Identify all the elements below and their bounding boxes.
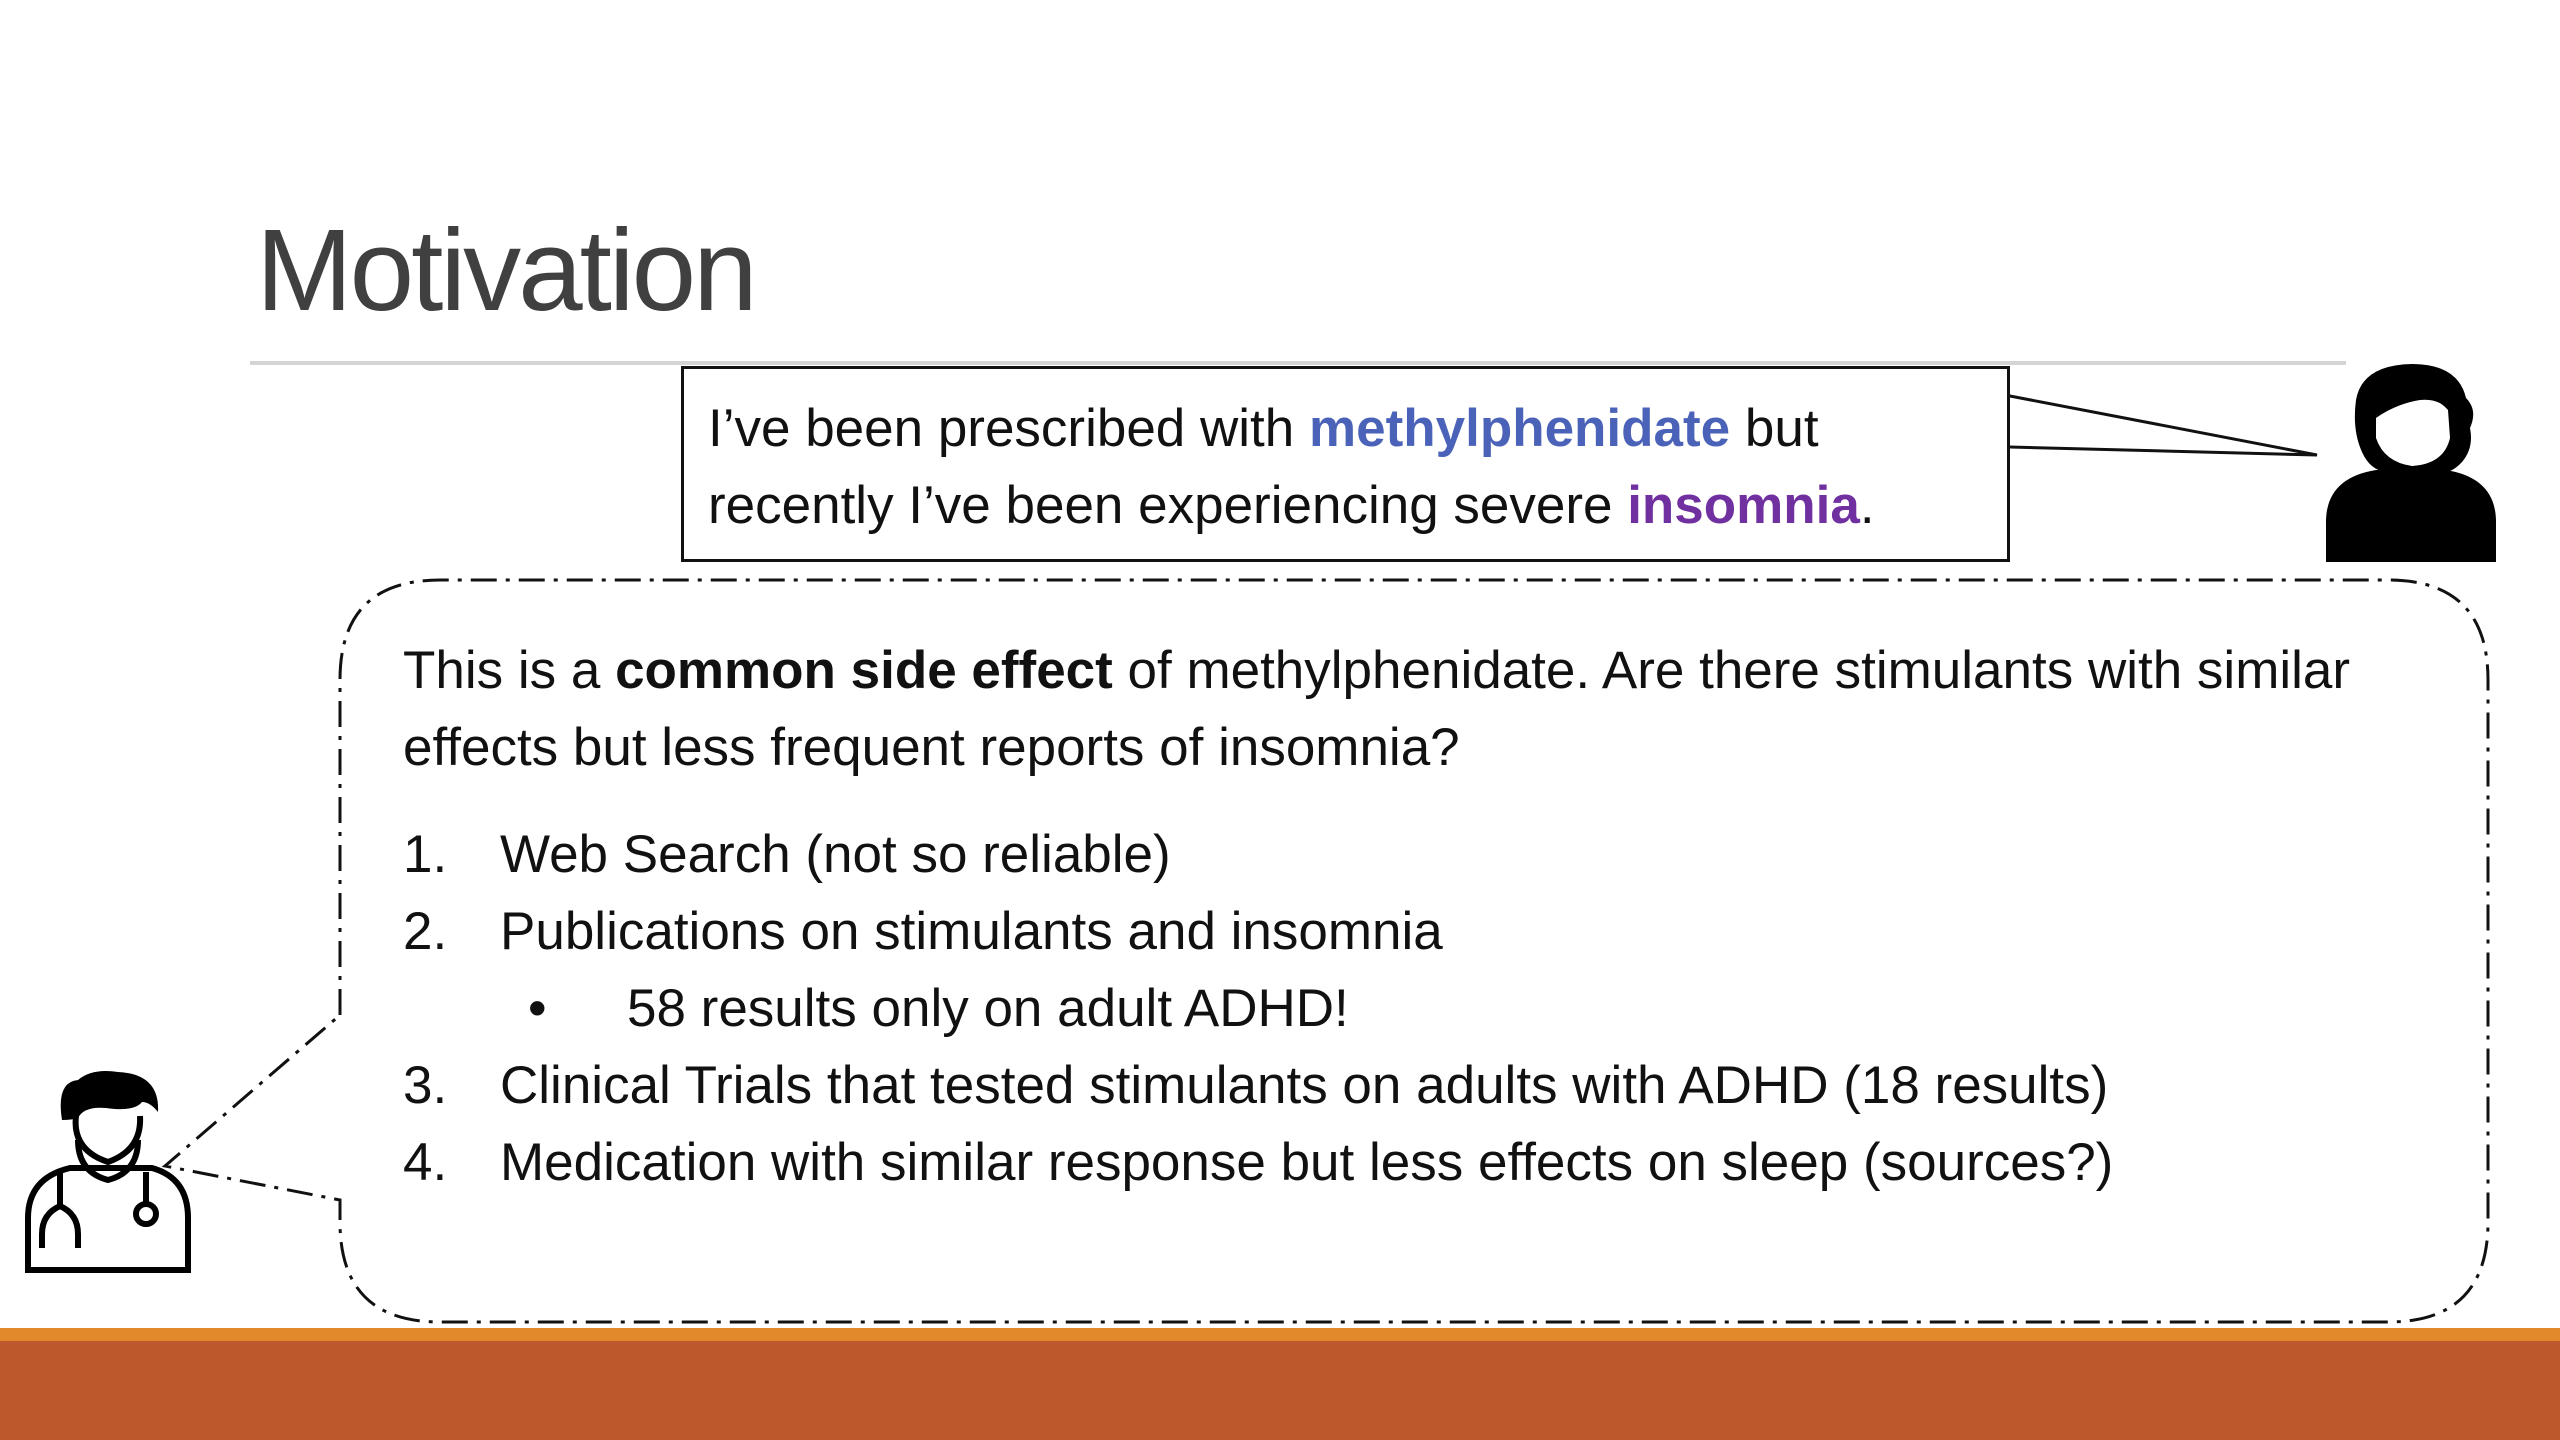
doctor-hair [61,1071,158,1120]
symptom-highlight: insomnia [1627,476,1860,535]
list-item-text: Publications on stimulants and insomnia [500,902,1443,961]
drug-highlight: methylphenidate [1309,399,1731,458]
slide-title: Motivation [256,205,755,335]
patient-line-1 [708,390,1875,467]
patient-line-2-tail: . [1859,476,1875,535]
doctor-message [403,632,2443,1201]
list-item [403,816,2443,893]
doctor-intro [403,632,2443,786]
patient-line-2 [708,467,1875,544]
list-item [403,1124,2443,1201]
sub-list-item-text: 58 results only on adult ADHD! [627,979,1349,1038]
patient-line-1-tail: but [1730,399,1819,458]
doctor-intro-start: This is a [403,641,616,700]
list-item-number: 1. [403,825,448,884]
list-item-number: 2. [403,902,448,961]
list-item-text: Web Search (not so reliable) [500,825,1171,884]
list-item-text: Medication with similar response but less effects on sleep (sources?) [500,1133,2114,1192]
patient-line-1-text: I’ve been prescribed with [708,399,1309,458]
side-effect-emphasis: common side effect [615,641,1113,700]
doctor-stethoscope-icon [28,1116,188,1270]
patient-message [708,390,1875,544]
patient-line-2-text: recently I’ve been experiencing severe [708,476,1628,535]
list-item [403,1047,2443,1124]
list-item-number: 4. [403,1133,448,1192]
footer-accent-stripe [0,1328,2560,1341]
footer-band [0,1341,2560,1440]
list-item [403,893,2443,970]
list-item-text: Clinical Trials that tested stimulants on adults with ADHD (18 results) [500,1056,2109,1115]
doctor-intro-end: of methylphenidate. Are there stimulants with similar effects but less frequent reports of insomnia? [403,641,2351,777]
sub-list-item [403,970,2443,1047]
female-user-icon [2326,364,2496,562]
list-item-number: 3. [403,1056,448,1115]
patient-speech-tail [2008,396,2317,455]
bullet-icon: • [528,979,547,1038]
